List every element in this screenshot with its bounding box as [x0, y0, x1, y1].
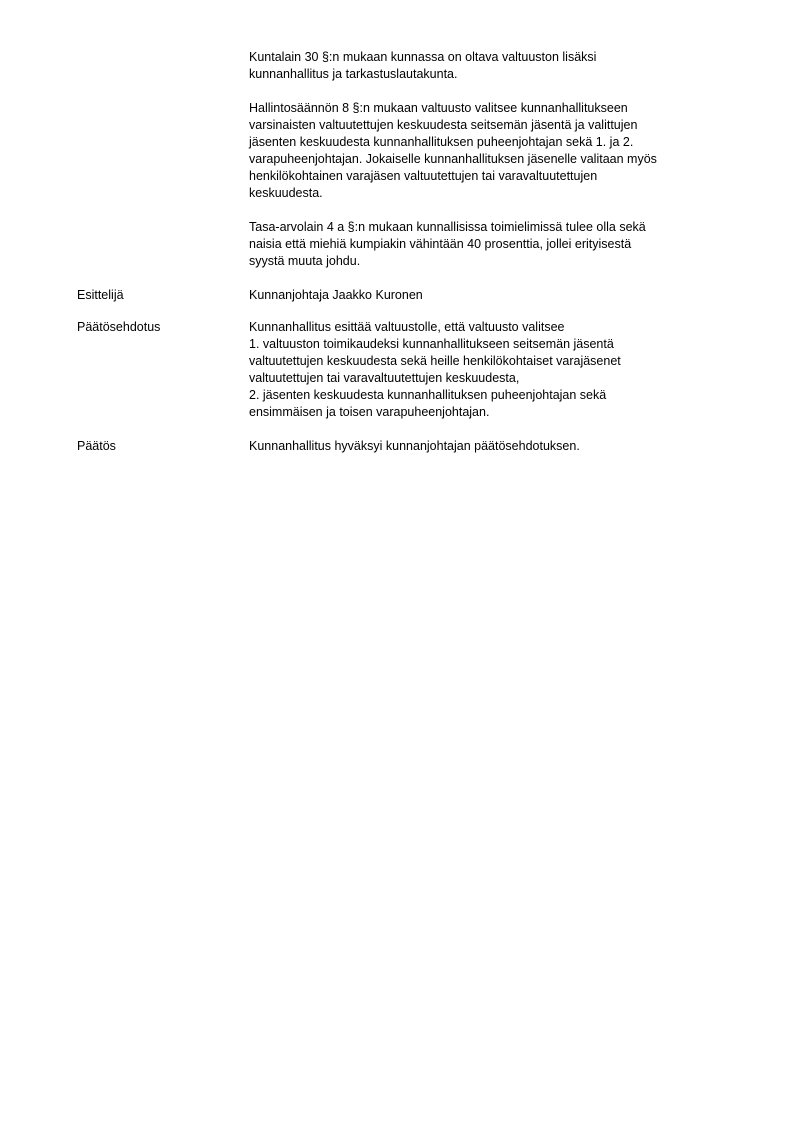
esittelija-text: Kunnanjohtaja Jaakko Kuronen [249, 288, 423, 302]
intro-paragraph-3-text: Tasa-arvolain 4 a §:n mukaan kunnallisissa toimielimissä tulee olla sekä naisia että miehiä kumpiakin vähintään 40 prosenttia, jollei erityisestä syystä muuta johdu. [249, 220, 646, 268]
paatosehdotus-text: Kunnanhallitus esittää valtuustolle, että valtuusto valitsee 1. valtuuston toimikaudeksi kunnanhallitukseen seitsemän jäsentä valtuutettujen keskuudesta sekä heille henkilökohtaiset varajäsenet valtuutettujen tai varavaltuutettujen keskuudesta, 2. jäsenten keskuudesta kunnanhallituksen puheenjohtajan sekä ensimmäisen ja toisen varapuheenjohtajan. [249, 320, 621, 419]
esittelija-label: Esittelijä [77, 288, 124, 302]
paatosehdotus-label: Päätösehdotus [77, 320, 161, 334]
intro-paragraph-2-text: Hallintosäännön 8 §:n mukaan valtuusto valitsee kunnanhallitukseen varsinaisten valtuutettujen keskuudesta seitsemän jäsentä ja valittujen jäsenten keskuudesta kunnanhallituksen puheenjohtajan sekä 1. ja 2. varapuheenjohtajan. Jokaiselle kunnanhallituksen jäsenelle valitaan myös henkilökohtainen varajäsen valtuutettujen tai varavaltuutettujen keskuudesta. [249, 101, 657, 200]
intro-paragraph-1-text: Kuntalain 30 §:n mukaan kunnassa on oltava valtuuston lisäksi kunnanhallitus ja tarkastuslautakunta. [249, 50, 597, 81]
paatos-label: Päätös [77, 439, 116, 453]
paatos-text: Kunnanhallitus hyväksyi kunnanjohtajan päätösehdotuksen. [249, 439, 580, 453]
